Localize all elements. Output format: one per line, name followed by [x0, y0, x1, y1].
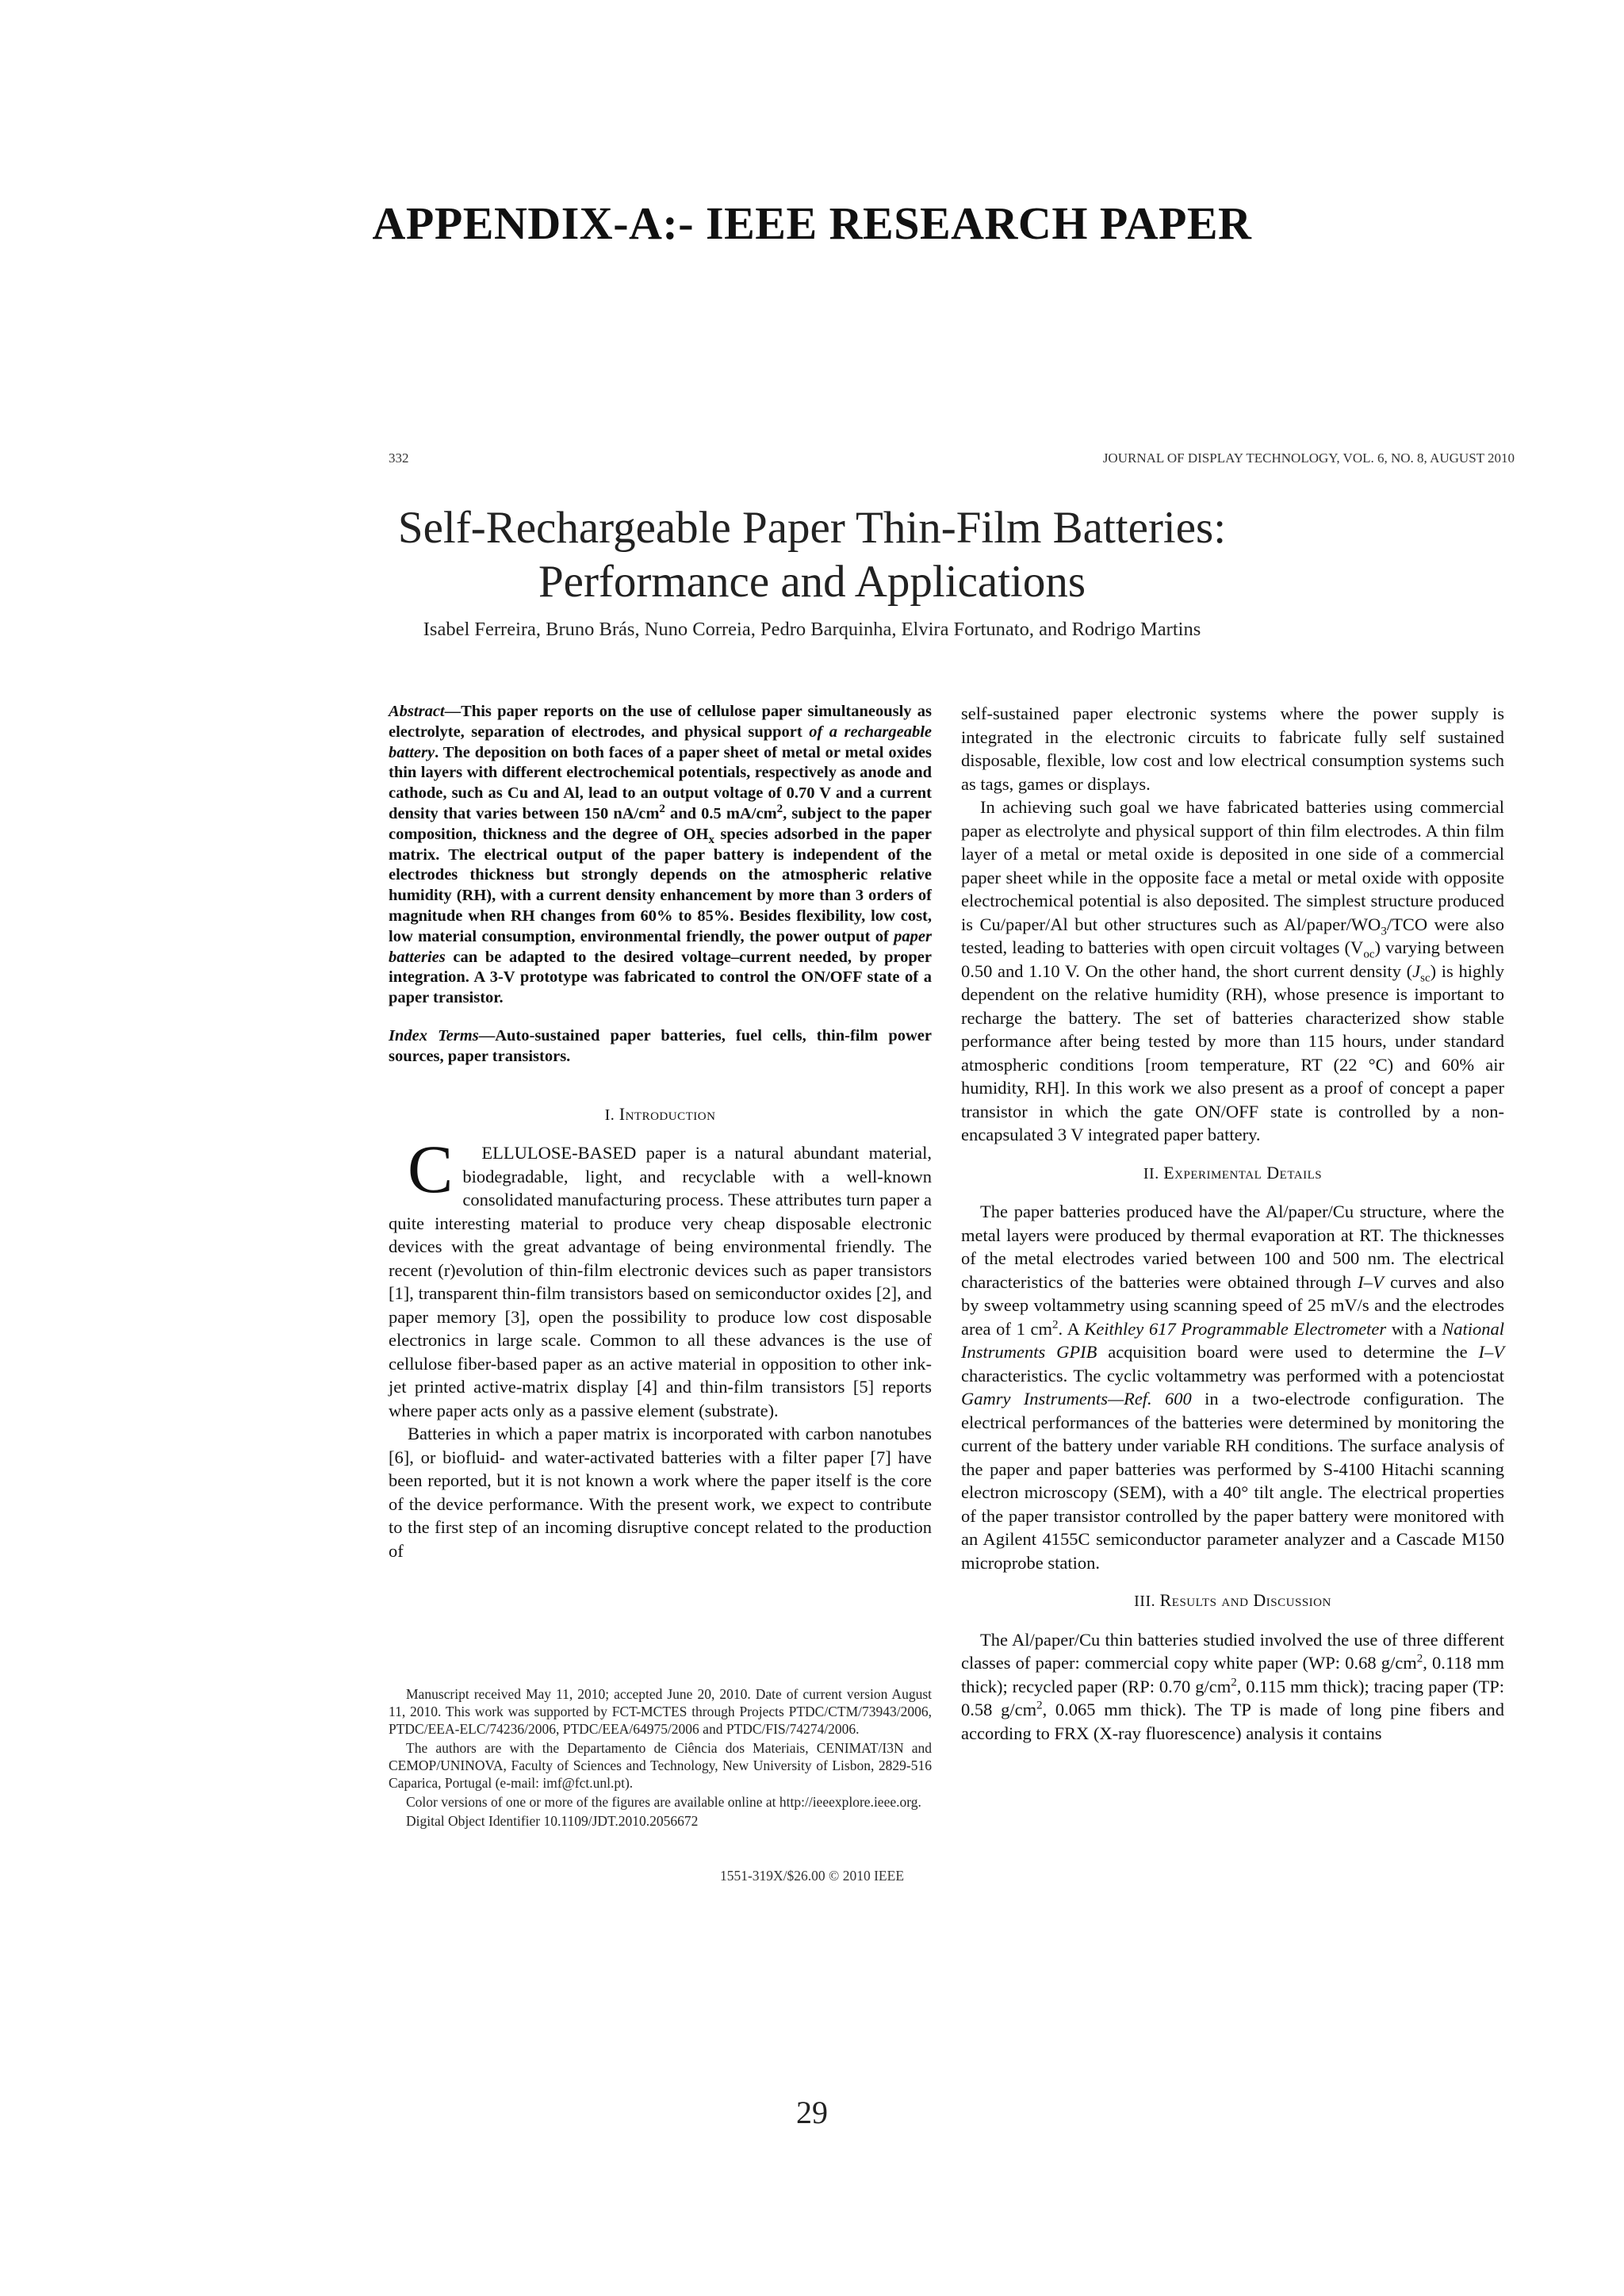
paragraph-text: in a two-electrode configuration. The electrical performances of the batteries were determined by monitoring the current of the battery under variable RH conditions. The surface analysis of the paper and paper batteries was performed by S-4100 Hitachi scanning electron microscopy (SEM), with a 40° tilt angle. The electrical properties of the paper transistor controlled by the paper battery were monitored with an Agilent 4155C semiconductor parameter analyzer and a Cascade M150 microprobe station.: [961, 1389, 1504, 1573]
abstract-text: , subject to the paper composition, thickness and the degree of OH: [389, 804, 932, 843]
footnotes: [389, 1685, 932, 1831]
abstract-text: species adsorbed in the paper matrix. The electrical output of the paper battery is independent of the electrodes thickness but strongly depends on the atmospheric relative humidity (RH), with a current density enhancement by more than 3 orders of magnitude when RH changes from 60% to 85%. Besides flexibility, low cost, low material consumption, environmental friendly, the power output of: [389, 825, 932, 945]
left-column: [389, 702, 932, 1562]
footnote-affiliation: The authors are with the Departamento de Ciência dos Materiais, CENIMAT/I3N and CEMOP/UNINOVA, Faculty of Sciences and Technology, New University of Lisbon, 2829-516 Caparica, Portugal (e-mail: imf@fct.unl.pt).: [389, 1740, 932, 1791]
experimental-paragraph: [961, 1200, 1504, 1574]
intro-paragraph-2: Batteries in which a paper matrix is incorporated with carbon nanotubes [6], or biofluid- and water-activated batteries with a filter paper [7] have been reported, but it is not known a work where the paper itself is the core of the device performance. With the present work, we expect to contribute to the first step of an incoming disruptive concept related to the production of: [389, 1424, 932, 1561]
section-title: Introduction: [619, 1103, 716, 1124]
abstract-text: paper batteries: [389, 927, 932, 966]
paragraph-text: I–V: [1478, 1342, 1504, 1362]
index-terms-text: Auto-sustained paper batteries, fuel cells, thin-film power sources, paper transistors.: [389, 1026, 932, 1065]
paragraph-text: National Instruments GPIB: [961, 1318, 1504, 1362]
superscript: 2: [1036, 1699, 1043, 1712]
abstract-text: can be adapted to the desired voltage–current needed, by proper integration. A 3-V prototype was fabricated to control the ON/OFF state of a paper transistor.: [389, 948, 932, 1007]
index-terms-label: Index Terms: [389, 1026, 479, 1045]
subscript: oc: [1363, 948, 1375, 961]
subscript: sc: [1420, 972, 1431, 984]
abstract-dash: —: [444, 703, 462, 720]
paragraph-text: /TCO were also tested, leading to batteries with open circuit voltages (V: [961, 914, 1504, 957]
paragraph-text: ELLULOSE-BASED paper is a natural abundant material, biodegradable, light, and recyclable with a well-known consolidated manufacturing process. These attributes turn paper a quite interesting material to produce very cheap disposable electronic devices with the great advantage of being environmental friendly. The recent (r)evolution of thin-film electronic devices such as paper transistors [1], transparent thin-film transistors based on semiconductor oxides [2], and paper memory [3], open the possibility to produce low cost disposable electronics in large scale. Common to all these advances is the use of cellulose fiber-based paper as an active material in opposition to other ink-jet printed active-matrix display [4] and thin-film transistors [5] reports where paper acts only as a passive element (substrate).: [389, 1143, 932, 1420]
math-symbol: J: [1412, 960, 1421, 981]
section-numeral: II.: [1143, 1164, 1164, 1182]
paragraph-text: . A: [1058, 1318, 1085, 1339]
abstract-text: of a rechargeable battery: [389, 723, 932, 761]
footnote-manuscript: Manuscript received May 11, 2010; accepted June 20, 2010. Date of current version August 11, 2010. This work was supported by FCT-MCTES through Projects PTDC/CTM/73943/2006, PTDC/EEA-ELC/74236/2006, PTDC/EEA/64975/2006 and PTDC/FIS/74274/2006.: [389, 1686, 932, 1737]
paragraph-text: ) is highly dependent on the relative humidity (RH), whose presence is important to recharge the battery. The set of batteries characterized show stable performance after being tested by more than 115 hours, under standard atmospheric conditions [room temperature, RT (22 °C) and 60% air humidity, RH]. In this work we also present as a proof of concept a paper transistor in which the gate ON/OFF state is controlled by a non-encapsulated 3 V integrated paper battery.: [961, 960, 1504, 1144]
index-terms: [389, 1026, 932, 1068]
section-heading-introduction: [389, 1102, 932, 1128]
paragraph-text: with a: [1386, 1318, 1442, 1339]
superscript: 2: [659, 803, 665, 816]
paper-title-line-1: Self-Rechargeable Paper Thin-Film Batteries:: [397, 503, 1227, 553]
section-title: Results and Discussion: [1159, 1590, 1331, 1610]
abstract-text: This paper reports on the use of cellulose paper simultaneously as electrolyte, separation of electrodes, and physical support: [389, 703, 932, 741]
paragraph-text: ) varying between 0.50 and 1.10 V. On the other hand, the short current density (: [961, 937, 1504, 981]
section-heading-experimental: [961, 1161, 1504, 1186]
superscript: 2: [1416, 1652, 1423, 1665]
abstract: [389, 702, 932, 1009]
intro-paragraph-continued: self-sustained paper electronic systems where the power supply is integrated in the electronic circuits to fabricate fully self sustained disposable, flexible, low cost and low electrical consumption systems such as tags, games or displays.: [961, 703, 1504, 794]
paragraph-text: curves and also by sweep voltammetry using scanning speed of 25 mV/s and the electrodes area of 1 cm: [961, 1271, 1504, 1339]
paragraph-text: Gamry Instruments—Ref. 600: [961, 1389, 1192, 1409]
drop-cap-letter: C: [408, 1131, 454, 1208]
copyright-line: 1551-319X/$26.00 © 2010 IEEE: [719, 1868, 905, 1884]
index-terms-dash: —: [478, 1026, 496, 1045]
paragraph-text: , 0.115 mm thick); tracing paper (TP: 0.58 g/cm: [961, 1676, 1504, 1719]
footnote-color-versions: Color versions of one or more of the figures are available online at http://ieeexplore.ieee.org.: [406, 1794, 921, 1810]
section-numeral: III.: [1134, 1593, 1160, 1610]
paragraph-text: , 0.118 mm thick); recycled paper (RP: 0.70 g/cm: [961, 1653, 1504, 1696]
superscript: 2: [1231, 1676, 1237, 1688]
right-column: [961, 702, 1504, 1745]
subscript: 3: [1381, 925, 1387, 937]
paragraph-text: acquisition board were used to determine the: [1097, 1342, 1479, 1362]
section-numeral: I.: [604, 1106, 619, 1124]
abstract-label: Abstract: [389, 703, 445, 720]
paragraph-text: , 0.065 mm thick). The TP is made of long pine fibers and according to FRX (X-ray fluorescence) analysis it contains: [961, 1700, 1504, 1743]
paragraph-text: The paper batteries produced have the Al/paper/Cu structure, where the metal layers were produced by thermal evaporation at RT. The thicknesses of the metal electrodes varied between 100 and 500 nm. The electrical characteristics of the batteries were obtained through: [961, 1202, 1504, 1292]
superscript: 2: [776, 803, 783, 816]
results-paragraph: [961, 1628, 1504, 1746]
paragraph-text: In achieving such goal we have fabricated batteries using commercial paper as electrolyte and physical support of thin film electrodes. A thin film layer of a metal or metal oxide is deposited in one side of a commercial paper sheet while in the opposite face a metal or metal oxide with opposite electrochemical potential is also deposited. The simplest structure produced is Cu/paper/Al but other structures such as Al/paper/WO: [961, 797, 1504, 934]
footer-page-number: 29: [796, 2095, 828, 2130]
abstract-text: and 0.5 mA/cm: [665, 804, 777, 822]
abstract-text: . The deposition on both faces of a paper sheet of metal or metal oxides thin layers with different electrochemical potentials, respectively as anode and cathode, such as Cu and Al, lead to an output voltage of 0.70 V and a current density that varies between 150 nA/cm: [389, 743, 932, 822]
paragraph-text: characteristics. The cyclic voltammetry was performed with a potenciostat: [961, 1365, 1504, 1386]
intro-paragraph-1: [389, 1131, 932, 1422]
journal-citation: JOURNAL OF DISPLAY TECHNOLOGY, VOL. 6, NO. 8, AUGUST 2010: [1102, 450, 1515, 466]
running-header: [389, 450, 1515, 468]
journal-page-number: 332: [389, 450, 409, 466]
author-list: Isabel Ferreira, Bruno Brás, Nuno Correia, Pedro Barquinha, Elvira Fortunato, and Rodrigo Martins: [423, 619, 1201, 640]
superscript: 2: [1052, 1318, 1059, 1331]
section-title: Experimental Details: [1163, 1162, 1323, 1182]
paragraph-text: Keithley 617 Programmable Electrometer: [1084, 1318, 1387, 1339]
intro-paragraph-3: [961, 795, 1504, 1147]
appendix-heading: APPENDIX-A:- IEEE RESEARCH PAPER: [372, 197, 1252, 249]
subscript: x: [708, 833, 714, 846]
footnote-doi: Digital Object Identifier 10.1109/JDT.2010.2056672: [406, 1813, 699, 1829]
paper-title-line-2: Performance and Applications: [538, 557, 1086, 607]
paragraph-text: I–V: [1358, 1271, 1384, 1292]
section-heading-results: [961, 1589, 1504, 1614]
paper-title: [0, 501, 1624, 609]
paragraph-text: The Al/paper/Cu thin batteries studied involved the use of three different classes of paper: commercial copy white paper (WP: 0.68 g/cm: [961, 1629, 1504, 1673]
